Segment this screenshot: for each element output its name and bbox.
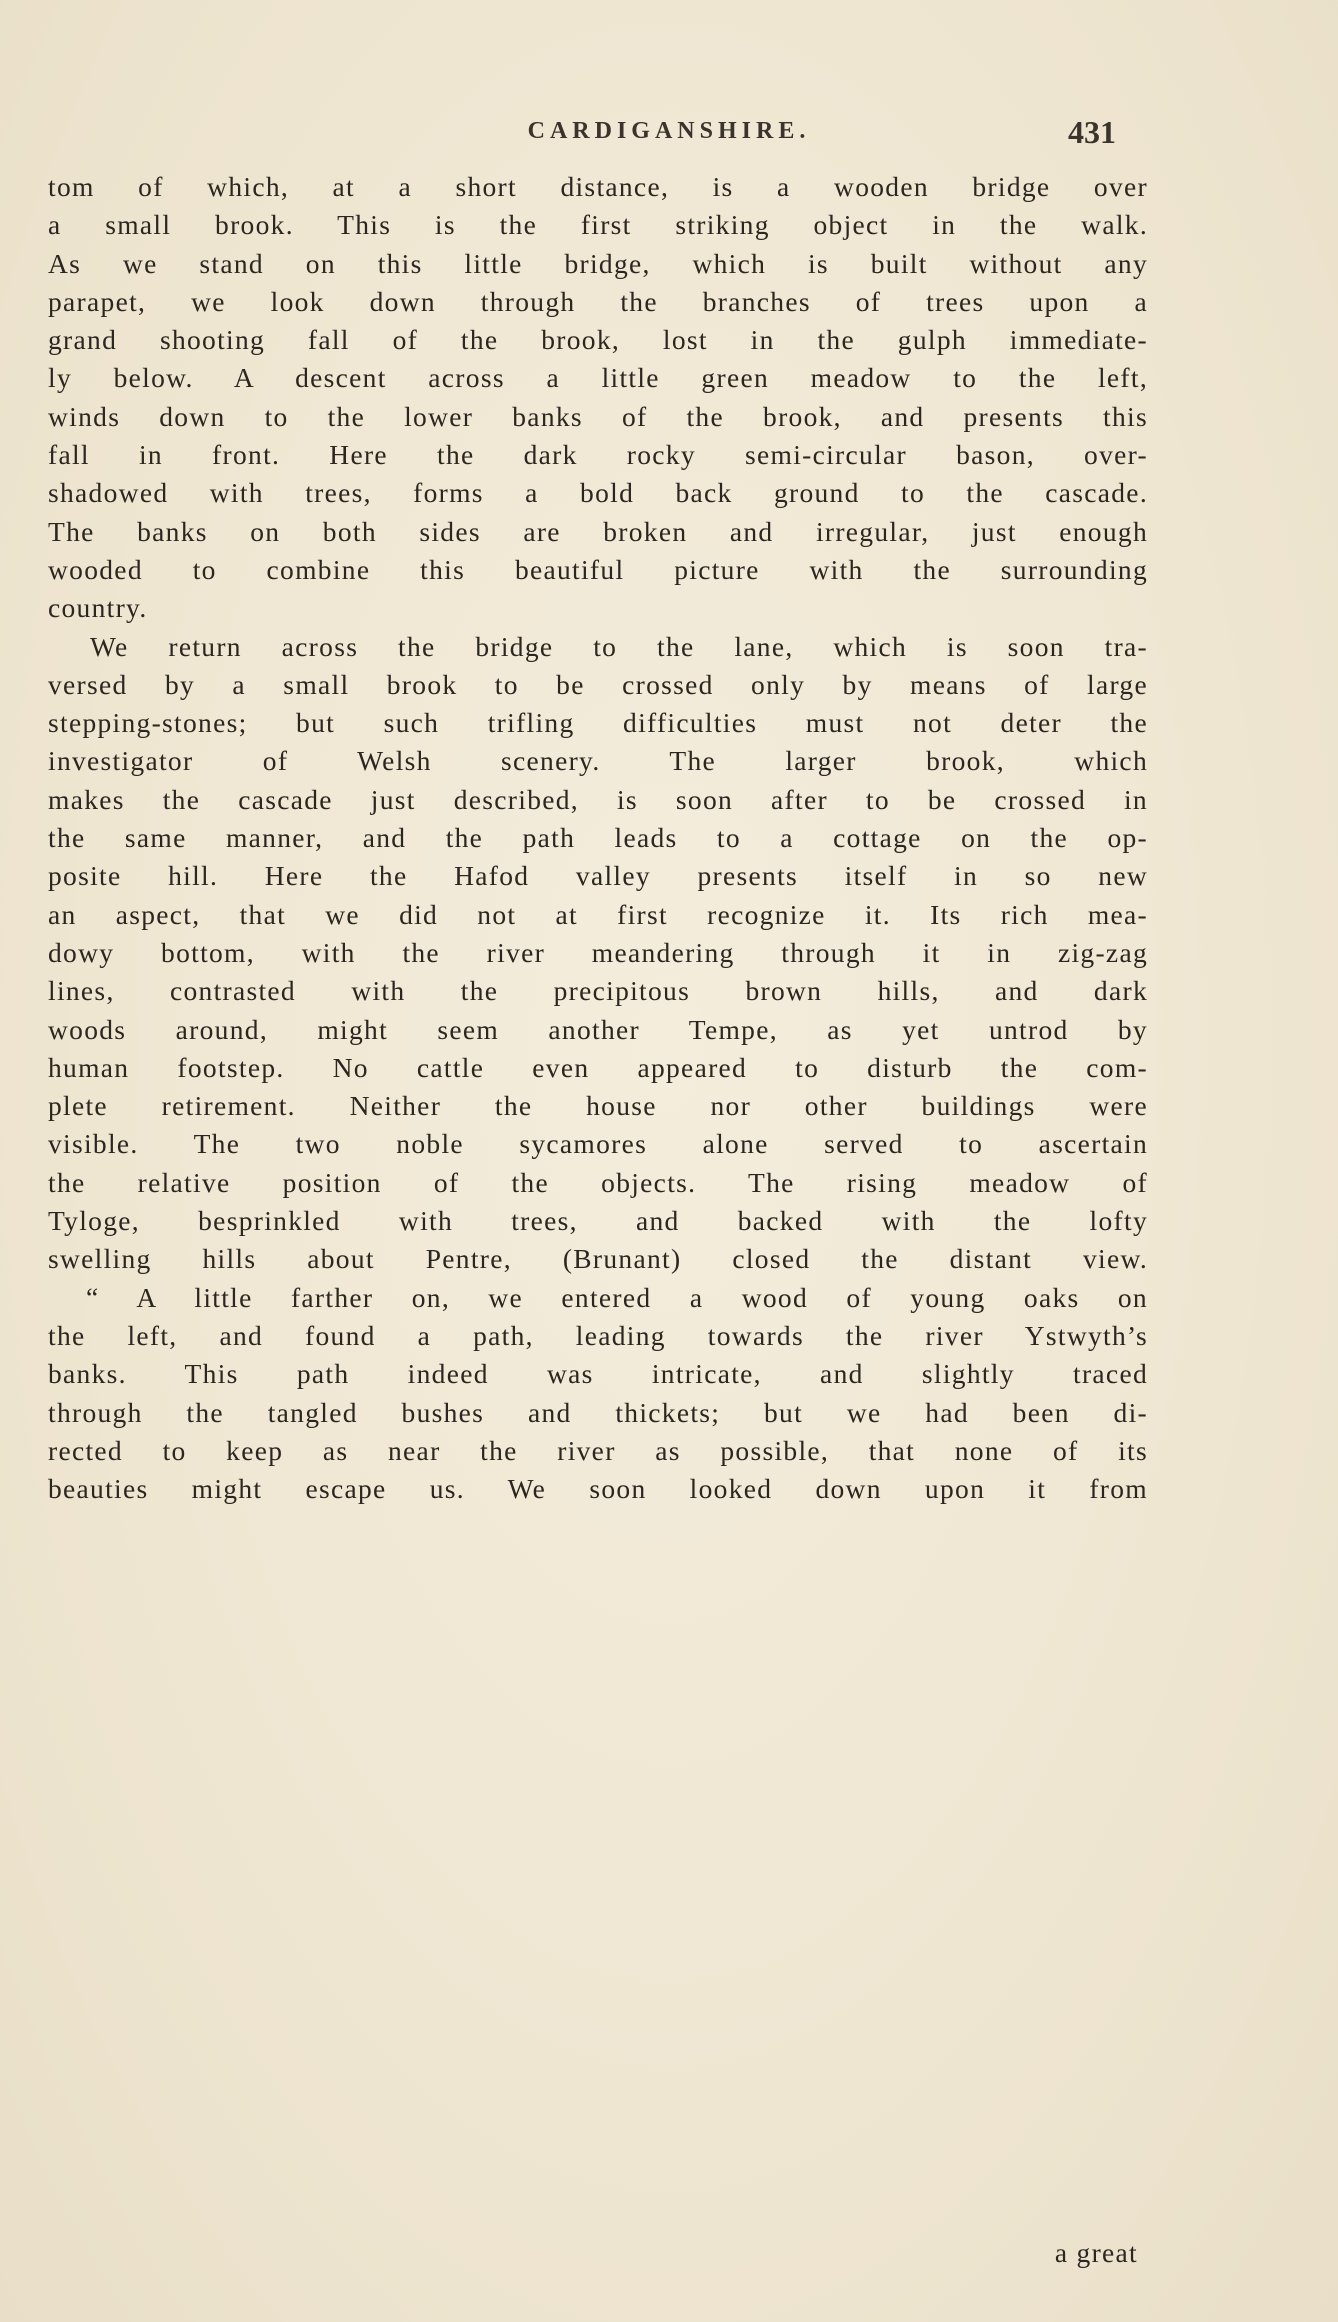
page-number: 431 bbox=[1068, 114, 1116, 150]
text-line: woods around, might seem another Tempe, as yet untrod by bbox=[48, 1013, 1148, 1045]
paragraph-end-line: swelling hills about Pentre, (Brunant) closed the distant view. bbox=[48, 1243, 1148, 1275]
body-text bbox=[48, 168, 1148, 1508]
text-line: ly below. A descent across a little green meadow to the left, bbox=[48, 362, 1148, 394]
running-head bbox=[0, 114, 1338, 158]
quote-start-line: “ A little farther on, we entered a wood of young oaks on bbox=[86, 1281, 1148, 1313]
text-line: beauties might escape us. We soon looked down upon it from bbox=[48, 1473, 1148, 1505]
text-line: shadowed with trees, forms a bold back ground to the cascade. bbox=[48, 477, 1148, 509]
text-line: the relative position of the objects. The rising meadow of bbox=[48, 1166, 1148, 1198]
text-line: rected to keep as near the river as possible, that none of its bbox=[48, 1434, 1148, 1466]
text-line: through the tangled bushes and thickets; but we had been di- bbox=[48, 1396, 1148, 1428]
text-line: posite hill. Here the Hafod valley presents itself in so new bbox=[48, 860, 1148, 892]
text-line: plete retirement. Neither the house nor other buildings were bbox=[48, 1090, 1148, 1122]
text-line: the left, and found a path, leading towards the river Ystwyth’s bbox=[48, 1319, 1148, 1351]
text-line: the same manner, and the path leads to a cottage on the op- bbox=[48, 822, 1148, 854]
text-line: parapet, we look down through the branches of trees upon a bbox=[48, 285, 1148, 317]
text-line: visible. The two noble sycamores alone served to ascertain bbox=[48, 1128, 1148, 1160]
running-title: CARDIGANSHIRE. bbox=[527, 118, 811, 144]
text-line: versed by a small brook to be crossed only by means of large bbox=[48, 668, 1148, 700]
text-line: fall in front. Here the dark rocky semi-circular bason, over- bbox=[48, 439, 1148, 471]
text-line: Tyloge, besprinkled with trees, and backed with the lofty bbox=[48, 1205, 1148, 1237]
paragraph-start-line: We return across the bridge to the lane, which is soon tra- bbox=[90, 630, 1148, 662]
text-line: investigator of Welsh scenery. The larger brook, which bbox=[48, 745, 1148, 777]
text-line: an aspect, that we did not at first recognize it. Its rich mea- bbox=[48, 898, 1148, 930]
text-line: dowy bottom, with the river meandering through it in zig-zag bbox=[48, 936, 1148, 968]
text-line: banks. This path indeed was intricate, and slightly traced bbox=[48, 1358, 1148, 1390]
text-line: stepping-stones; but such trifling difficulties must not deter the bbox=[48, 707, 1148, 739]
text-line: As we stand on this little bridge, which is built without any bbox=[48, 247, 1148, 279]
text-line: grand shooting fall of the brook, lost in the gulph immediate- bbox=[48, 324, 1148, 356]
catchword: a great bbox=[1054, 2237, 1138, 2268]
text-line: tom of which, at a short distance, is a wooden bridge over bbox=[48, 171, 1148, 202]
text-line: a small brook. This is the first striking object in the walk. bbox=[48, 209, 1148, 241]
text-line: human footstep. No cattle even appeared to disturb the com- bbox=[48, 1051, 1148, 1083]
text-line: winds down to the lower banks of the brook, and presents this bbox=[48, 400, 1148, 432]
paragraph-end-line: country. bbox=[48, 592, 148, 624]
text-line: wooded to combine this beautiful picture with the surrounding bbox=[48, 553, 1148, 585]
text-line: makes the cascade just described, is soon after to be crossed in bbox=[48, 783, 1148, 815]
text-line: The banks on both sides are broken and irregular, just enough bbox=[48, 515, 1148, 547]
text-line: lines, contrasted with the precipitous brown hills, and dark bbox=[48, 975, 1148, 1007]
